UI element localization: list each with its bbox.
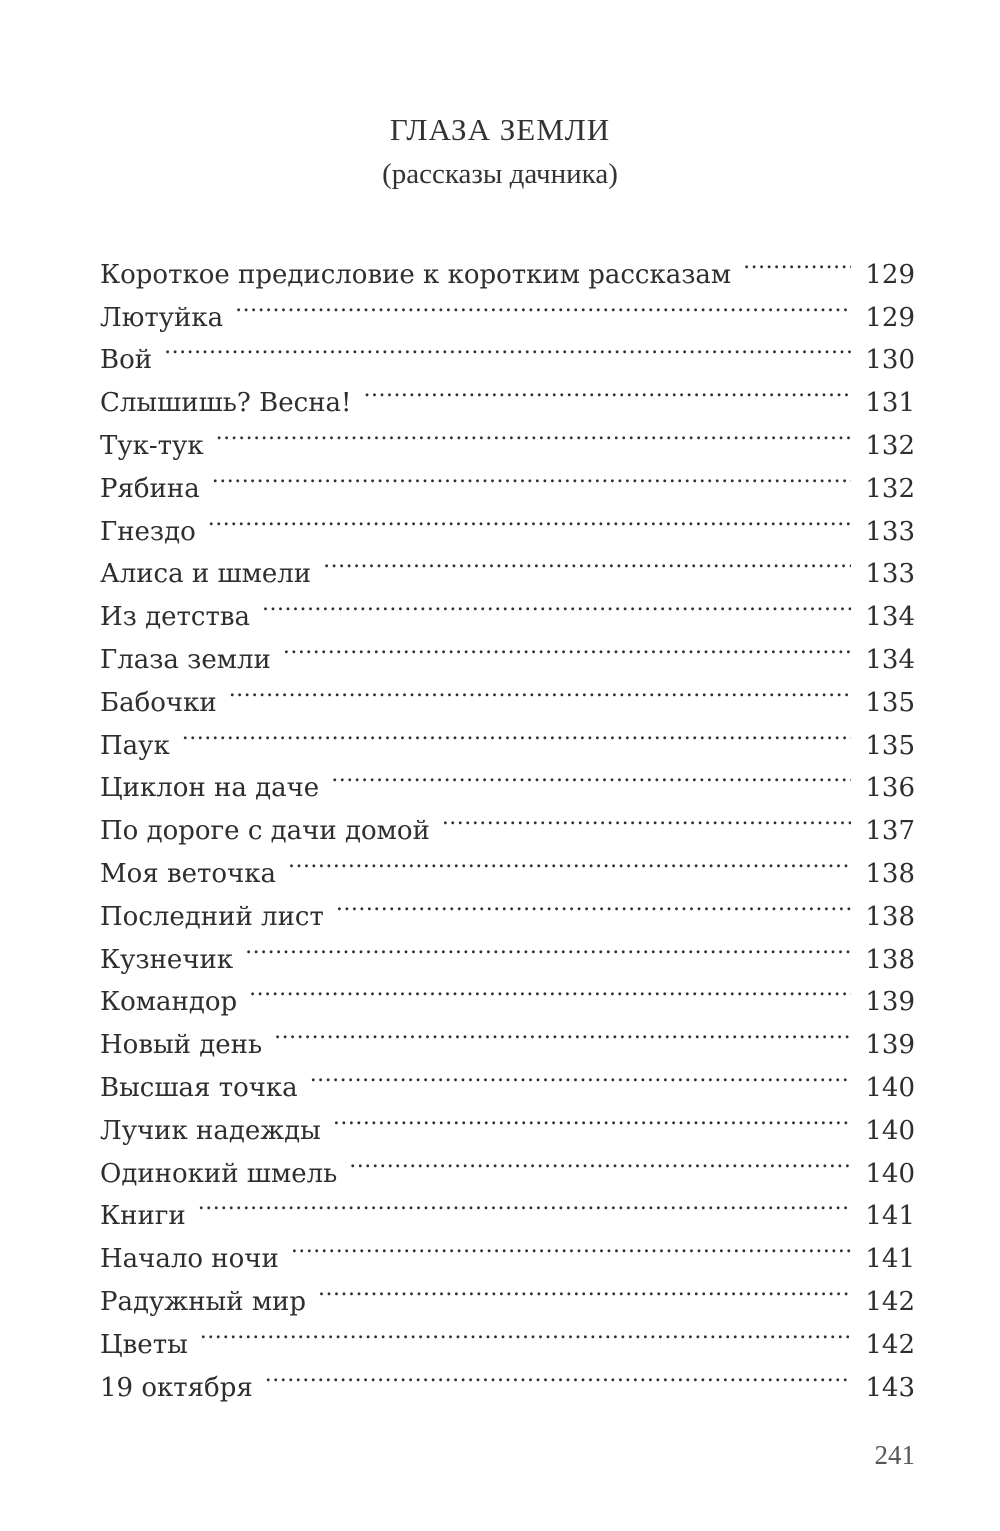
toc-entry-page: 142 xyxy=(865,1286,915,1317)
toc-entry-page: 138 xyxy=(865,858,915,889)
toc-entry-page: 141 xyxy=(865,1244,915,1275)
toc-entry-page: 133 xyxy=(865,559,915,590)
toc-entry-title: Тук-тук xyxy=(100,430,204,461)
dot-leader xyxy=(318,1267,851,1310)
dot-leader xyxy=(200,1310,851,1353)
toc-entry-title: Из детства xyxy=(100,602,250,633)
toc-entry-page: 131 xyxy=(865,388,915,419)
toc-entry-title: Алиса и шмели xyxy=(100,559,312,590)
toc-entry xyxy=(100,711,915,761)
toc-entry xyxy=(100,1182,915,1232)
dot-leader xyxy=(310,1053,851,1096)
dot-leader xyxy=(208,497,851,540)
toc-entry-page: 142 xyxy=(865,1329,915,1360)
table-of-contents xyxy=(100,240,915,1403)
toc-entry-page: 129 xyxy=(865,259,915,290)
toc-entry-page: 141 xyxy=(865,1201,915,1232)
toc-entry xyxy=(100,497,915,547)
dot-leader xyxy=(265,1353,851,1396)
toc-entry-page: 133 xyxy=(865,516,915,547)
toc-entry-page: 136 xyxy=(865,773,915,804)
toc-entry xyxy=(100,240,915,290)
toc-entry-title: Начало ночи xyxy=(100,1244,279,1275)
toc-entry xyxy=(100,454,915,504)
toc-entry-page: 134 xyxy=(865,602,915,633)
dot-leader xyxy=(164,326,851,369)
dot-leader xyxy=(323,540,851,583)
toc-entry-title: Моя веточка xyxy=(100,858,276,889)
toc-entry-page: 134 xyxy=(865,644,915,675)
dot-leader xyxy=(333,1096,851,1139)
toc-entry xyxy=(100,1353,915,1403)
dot-leader xyxy=(274,1010,851,1053)
toc-entry-title: Книги xyxy=(100,1201,186,1232)
dot-leader xyxy=(283,625,851,668)
dot-leader xyxy=(291,1224,851,1267)
toc-entry-title: Циклон на даче xyxy=(100,773,320,804)
toc-entry-title: 19 октября xyxy=(100,1372,253,1403)
toc-entry-title: Новый день xyxy=(100,1030,263,1061)
toc-entry-title: Лютуйка xyxy=(100,302,224,333)
toc-entry-title: Паук xyxy=(100,730,170,761)
dot-leader xyxy=(212,454,851,497)
toc-entry-page: 138 xyxy=(865,901,915,932)
toc-entry xyxy=(100,326,915,376)
toc-entry-page: 132 xyxy=(865,430,915,461)
toc-entry-title: Рябина xyxy=(100,473,200,504)
toc-entry-title: Гнездо xyxy=(100,516,196,547)
dot-leader xyxy=(442,796,851,839)
toc-entry-title: Командор xyxy=(100,987,238,1018)
toc-entry-page: 143 xyxy=(865,1372,915,1403)
section-title: ГЛАЗА ЗЕМЛИ xyxy=(389,112,611,147)
dot-leader xyxy=(262,582,851,625)
toc-entry-page: 137 xyxy=(865,816,915,847)
toc-entry xyxy=(100,411,915,461)
toc-entry-page: 132 xyxy=(865,473,915,504)
toc-entry-title: Одинокий шмель xyxy=(100,1158,338,1189)
toc-entry-title: По дороге с дачи домой xyxy=(100,816,430,847)
dot-leader xyxy=(331,754,851,797)
dot-leader xyxy=(198,1182,851,1225)
section-subtitle: (рассказы дачника) xyxy=(382,158,618,190)
dot-leader xyxy=(182,711,851,754)
toc-entry-page: 139 xyxy=(865,1030,915,1061)
toc-entry-title: Радужный мир xyxy=(100,1286,307,1317)
toc-entry-title: Высшая точка xyxy=(100,1072,298,1103)
toc-entry-title: Бабочки xyxy=(100,687,217,718)
toc-entry-page: 130 xyxy=(865,345,915,376)
toc-entry-page: 140 xyxy=(865,1115,915,1146)
dot-leader xyxy=(245,925,851,968)
toc-entry-page: 140 xyxy=(865,1072,915,1103)
dot-leader xyxy=(336,882,851,925)
dot-leader xyxy=(235,283,851,326)
toc-entry xyxy=(100,1224,915,1275)
toc-entry-title: Кузнечик xyxy=(100,944,234,975)
dot-leader xyxy=(216,411,851,454)
toc-entry-title: Глаза земли xyxy=(100,644,271,675)
toc-entry-page: 139 xyxy=(865,987,915,1018)
dot-leader xyxy=(743,240,851,283)
toc-entry-title: Короткое предисловие к коротким рассказам xyxy=(100,259,732,290)
toc-entry xyxy=(100,540,915,590)
toc-entry-title: Цветы xyxy=(100,1329,188,1360)
toc-entry-page: 135 xyxy=(865,730,915,761)
toc-entry-page: 138 xyxy=(865,944,915,975)
toc-entry xyxy=(100,754,915,804)
toc-entry-title: Последний лист xyxy=(100,901,324,932)
toc-entry-title: Вой xyxy=(100,345,153,376)
toc-entry-page: 140 xyxy=(865,1158,915,1189)
toc-entry xyxy=(100,1310,915,1360)
dot-leader xyxy=(288,839,851,882)
toc-entry-page: 135 xyxy=(865,687,915,718)
toc-entry-title: Слышишь? Весна! xyxy=(100,388,352,419)
dot-leader xyxy=(229,668,851,711)
page-number: 241 xyxy=(874,1440,915,1470)
dot-leader xyxy=(249,968,851,1011)
toc-entry-title: Лучик надежды xyxy=(100,1115,321,1146)
dot-leader xyxy=(363,368,851,411)
toc-entry xyxy=(100,368,915,419)
dot-leader xyxy=(349,1139,851,1182)
toc-entry-page: 129 xyxy=(865,302,915,333)
